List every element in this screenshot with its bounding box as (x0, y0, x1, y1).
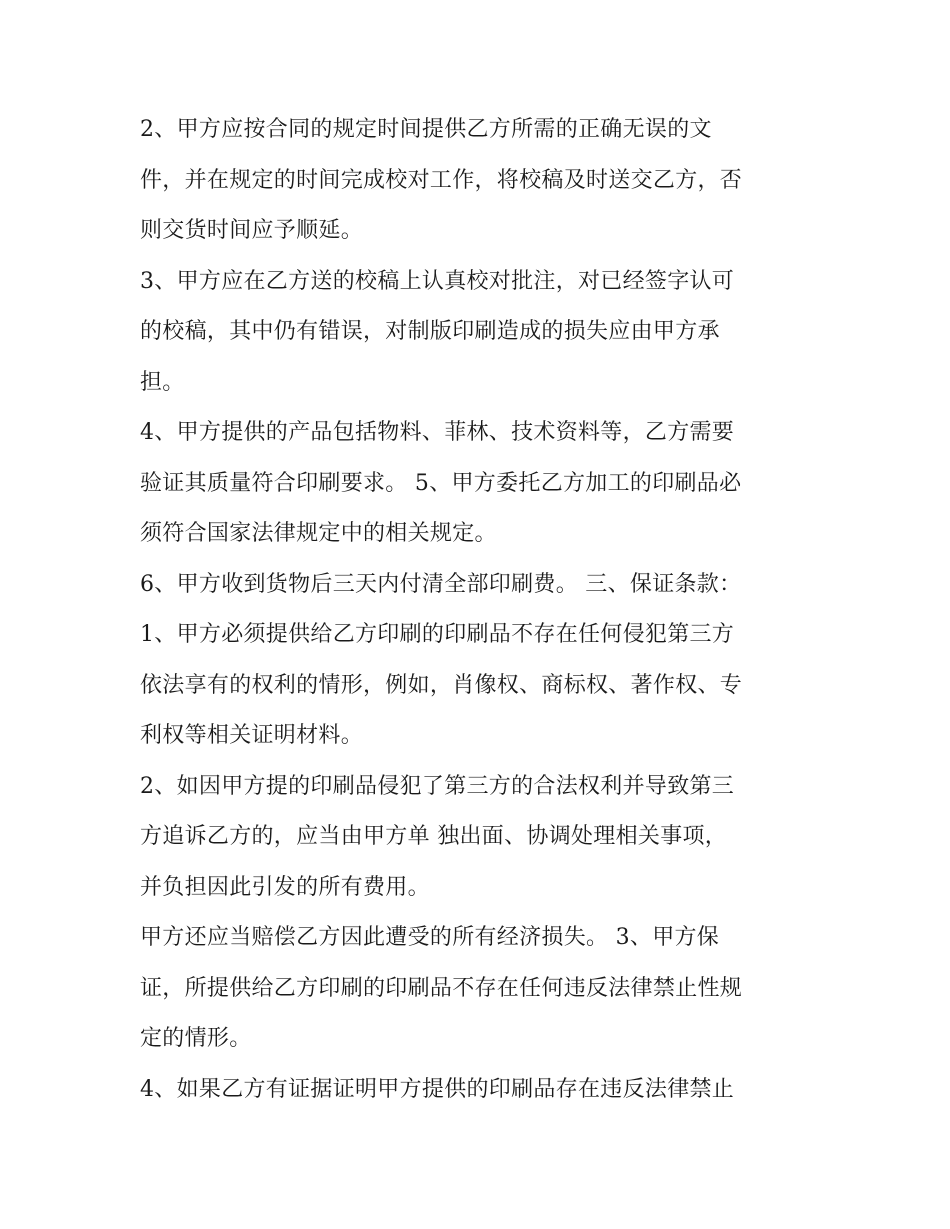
text-line: 2、甲方应按合同的规定时间提供乙方所需的正确无误的文 (140, 117, 712, 142)
text-line: 的校稿，其中仍有错误，对制版印刷造成的损失应由甲方承 (140, 319, 720, 344)
text-line: 4、甲方提供的产品包括物料、菲林、技术资料等，乙方需要 (140, 420, 735, 445)
text-line: 担。 (140, 369, 185, 395)
text-line: 证，所提供给乙方印刷的印刷品不存在任何违反法律禁止性规 (140, 975, 743, 1001)
text-line: 4、如果乙方有证据证明甲方提供的印刷品存在违反法律禁止 (140, 1076, 735, 1102)
text-line: 须符合国家法律规定中的相关规定。 (140, 521, 497, 546)
text-line: 并负担因此引发的所有费用。 (140, 874, 430, 900)
text-line: 则交货时间应予顺延。 (140, 218, 364, 243)
text-line: 验证其质量符合印刷要求。 5、甲方委托乙方加工的印刷品必 (140, 470, 742, 496)
text-line: 2、如因甲方提的印刷品侵犯了第三方的合法权利并导致第三 (140, 773, 735, 799)
text-line: 6、甲方收到货物后三天内付清全部印刷费。 三、保证条款： (140, 571, 742, 597)
text-line: 利权等相关证明材料。 (140, 723, 364, 748)
text-line: 方追诉乙方的，应当由甲方单 独出面、协调处理相关事项， (140, 824, 728, 849)
text-line: 定的情形。 (140, 1026, 252, 1051)
text-line: 件，并在规定的时间完成校对工作，将校稿及时送交乙方，否 (140, 167, 743, 193)
text-line: 1、甲方必须提供给乙方印刷的印刷品不存在任何侵犯第三方 (140, 622, 735, 647)
text-line: 甲方还应当赔偿乙方因此遭受的所有经济损失。 3、甲方保 (140, 925, 720, 950)
text-line: 依法享有的权利的情形，例如，肖像权、商标权、著作权、专 (140, 672, 743, 698)
text-line: 3、甲方应在乙方送的校稿上认真校对批注，对已经签字认可 (140, 268, 735, 294)
document-body (140, 105, 820, 1115)
